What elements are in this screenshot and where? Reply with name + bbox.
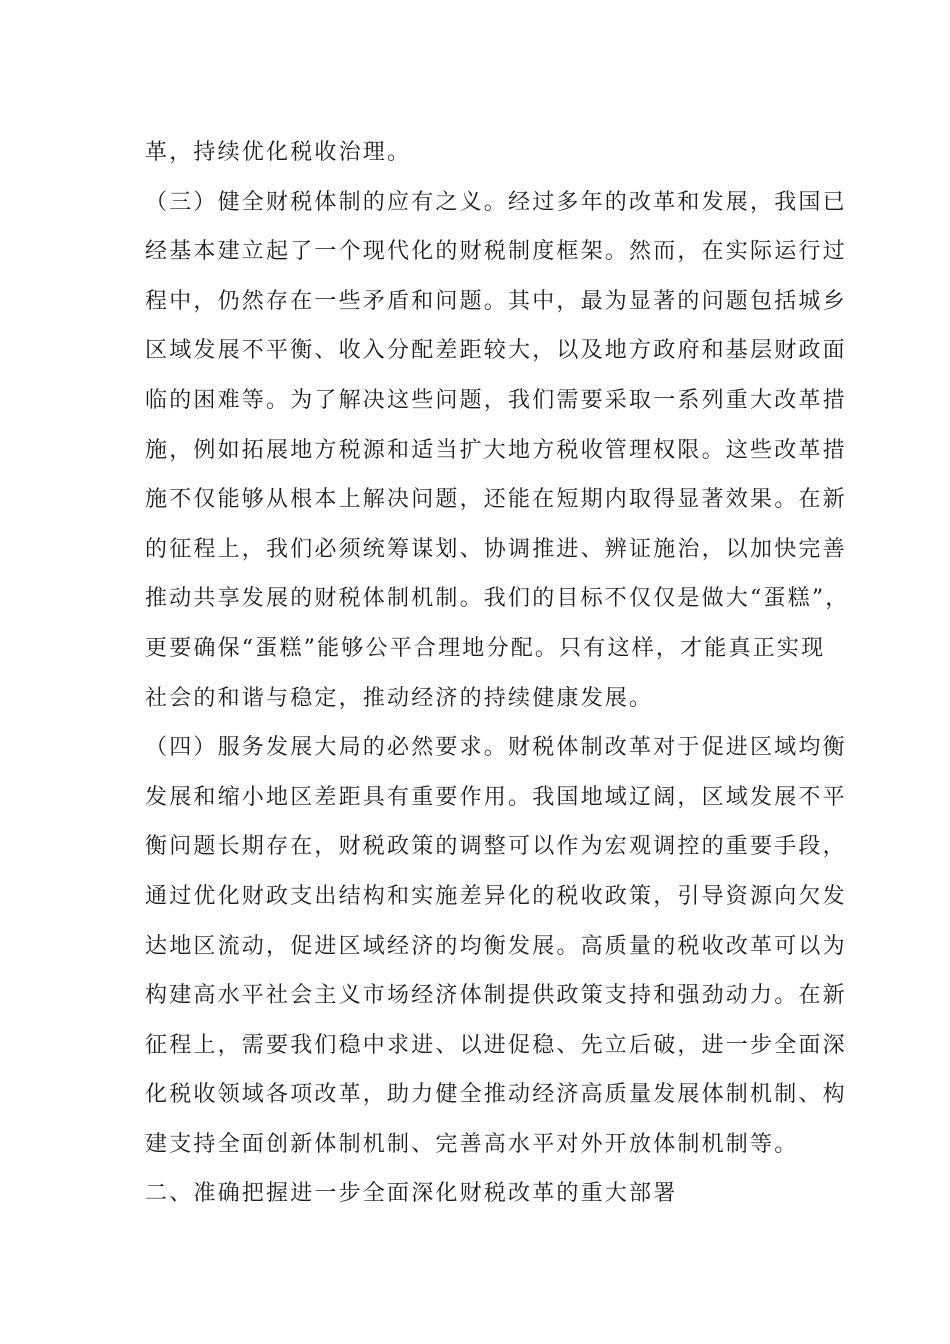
text-line: 施，例如拓展地方税源和适当扩大地方税收管理权限。这些改革措 xyxy=(145,437,847,463)
text-line: 施不仅能够从根本上解决问题，还能在短期内取得显著效果。在新 xyxy=(145,487,847,513)
paragraph-continuation xyxy=(145,128,805,178)
text-line: 通过优化财政支出结构和实施差异化的税收政策，引导资源向欠发 xyxy=(145,883,847,909)
text-line: （三）健全财税体制的应有之义。经过多年的改革和发展，我国已 xyxy=(145,189,847,215)
text-line: 临的困难等。为了解决这些问题，我们需要采取一系列重大改革措 xyxy=(145,387,847,413)
heading-text: 二、准确把握进一步全面深化财税改革的重大部署 xyxy=(145,1181,678,1207)
text-line: 推动共享发展的财税体制机制。我们的目标不仅仅是做大“蛋糕”， xyxy=(145,586,850,612)
text-line: 更要确保“蛋糕”能够公平合理地分配。只有这样，才能真正实现 xyxy=(145,635,826,661)
document-page xyxy=(145,128,850,1219)
text-line: 征程上，需要我们稳中求进、以进促稳、先立后破，进一步全面深 xyxy=(145,1032,847,1058)
text-line: 衡问题长期存在，财税政策的调整可以作为宏观调控的重要手段， xyxy=(145,834,847,860)
text-line: （四）服务发展大局的必然要求。财税体制改革对于促进区域均衡 xyxy=(145,735,847,761)
paragraph-section-four xyxy=(145,723,847,1169)
text-line: 化税收领域各项改革，助力健全推动经济高质量发展体制机制、构 xyxy=(145,1082,847,1108)
text-line: 达地区流动，促进区域经济的均衡发展。高质量的税收改革可以为 xyxy=(145,933,847,959)
paragraph-section-three xyxy=(145,178,850,724)
text-line: 革，持续优化税收治理。 xyxy=(145,140,412,165)
section-heading xyxy=(145,1169,805,1219)
text-line: 构建高水平社会主义市场经济体制提供政策支持和强劲动力。在新 xyxy=(145,983,847,1009)
text-line: 发展和缩小地区差距具有重要作用。我国地域辽阔，区域发展不平 xyxy=(145,784,847,810)
text-line: 社会的和谐与稳定，推动经济的持续健康发展。 xyxy=(145,685,654,711)
text-line: 经基本建立起了一个现代化的财税制度框架。然而，在实际运行过 xyxy=(145,239,847,265)
text-line: 的征程上，我们必须统筹谋划、协调推进、辨证施治，以加快完善 xyxy=(145,536,847,562)
text-line: 建支持全面创新体制机制、完善高水平对外开放体制机制等。 xyxy=(145,1131,799,1157)
text-line: 区域发展不平衡、收入分配差距较大，以及地方政府和基层财政面 xyxy=(145,338,847,364)
text-line: 程中，仍然存在一些矛盾和问题。其中，最为显著的问题包括城乡 xyxy=(145,288,847,314)
